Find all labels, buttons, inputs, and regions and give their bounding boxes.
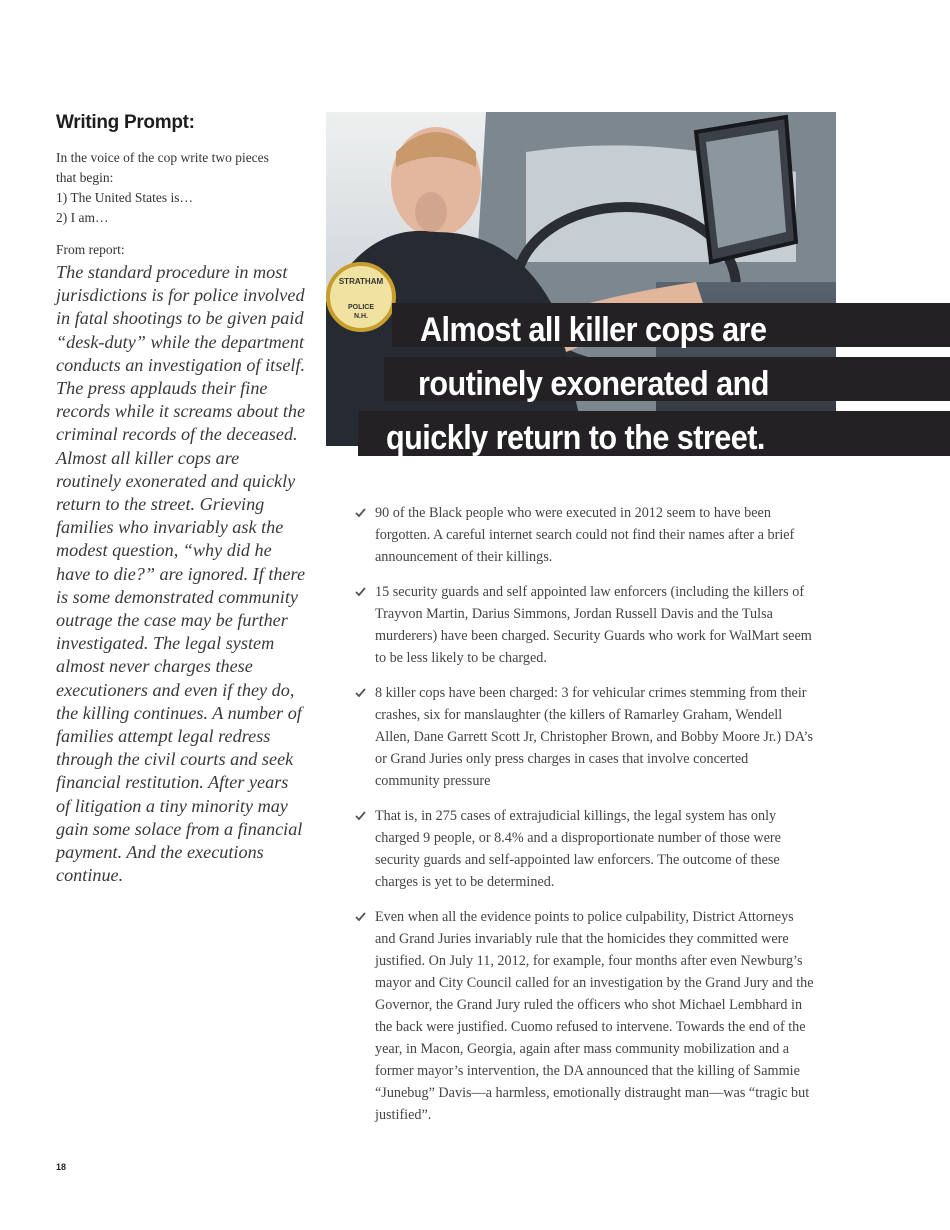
headline-line-1: Almost all killer cops are (420, 311, 767, 349)
facts-list (355, 502, 815, 1139)
checkmark-icon (355, 687, 366, 698)
checkmark-icon (355, 586, 366, 597)
list-item (355, 682, 815, 792)
checkmark-icon (355, 810, 366, 821)
list-item-text: 8 killer cops have been charged: 3 for vehicular crimes stemming from their crashes, six for manslaughter (the killers of Ramarley Graham, Wendell Allen, Dane Garrett Scott Jr, Christopher Brown, and Bobby Moore Jr.) DA’s or Grand Juries only press charges in cases that involve concerted community pressure (375, 685, 813, 789)
list-item (355, 502, 815, 568)
headline-line-2: routinely exonerated and (418, 365, 769, 403)
list-item-text: 15 security guards and self appointed law enforcers (including the killers of Trayvon Martin, Darius Simmons, Jordan Russell Davis and the Tulsa murderers) have been charged. Security Guards who work for WalMart seem to be less likely to be charged. (375, 584, 812, 666)
list-item-text: That is, in 275 cases of extrajudicial killings, the legal system has only charged 9 people, or 8.4% and a disproportionate number of those were security guards and self-appointed law enforcers. The outcome of these charges is yet to be determined. (375, 808, 781, 890)
headline-line-3: quickly return to the street. (386, 419, 765, 457)
police-badge-icon (328, 264, 394, 330)
prompt-title: Writing Prompt: (56, 112, 195, 133)
list-item (355, 581, 815, 669)
checkmark-icon (355, 911, 366, 922)
list-item-text: Even when all the evidence points to police culpability, District Attorneys and Grand Juries invariably rule that the homicides they committed were justified. On July 11, 2012, for example, four months after even Newburg’s mayor and City Council called for an investigation by the Grand Jury and the Governor, the Grand Jury ruled the officers who shot Michael Lembhard in the back were justified. Cuomo refused to intervene. Towards the end of the year, in Macon, Georgia, again after mass community mobilization and a former mayor’s intervention, the DA announced that the killing of Sammie “Junebug” Davis—a harmless, emotionally distraught man—was “tragic but justified”. (375, 909, 814, 1123)
prompt-line: 2) I am… (56, 210, 109, 225)
badge-text-bottom: N.H. (354, 313, 368, 320)
page-number: 18 (56, 1162, 67, 1172)
list-item (355, 805, 815, 893)
prompt-line: In the voice of the cop write two pieces (56, 150, 269, 165)
prompt-body (56, 148, 306, 228)
badge-text-mid: POLICE (347, 304, 375, 311)
writing-prompt-sidebar (56, 112, 306, 887)
checkmark-icon (355, 507, 366, 518)
report-quote: The standard procedure in most jurisdictions is for police involved in fatal shootings to be given paid “desk-duty” while the department conducts an investigation of itself. The press applauds their fine records while it screams about the criminal records of the deceased. Almost all killer cops are routinely exonerated and quickly return to the street. Grieving families who invariably ask the modest question, “why did he have to die?” are ignored. If there is some demonstrated community outrage the case may be further investigated. The legal system almost never charges these executioners and even if they do, the killing continues. A number of families attempt legal redress through the civil courts and seek financial restitution. After years of litigation a tiny minority may gain some solace from a financial payment. And the executions continue. (56, 262, 306, 886)
badge-text-top: STRATHAM (338, 277, 384, 286)
prompt-line: 1) The United States is… (56, 190, 193, 205)
list-item (355, 906, 815, 1126)
list-item-text: 90 of the Black people who were executed in 2012 seem to have been forgotten. A careful internet search could not find their names after a brief announcement of their killings. (375, 505, 795, 565)
prompt-line: that begin: (56, 170, 114, 185)
report-label: From report: (56, 242, 125, 257)
